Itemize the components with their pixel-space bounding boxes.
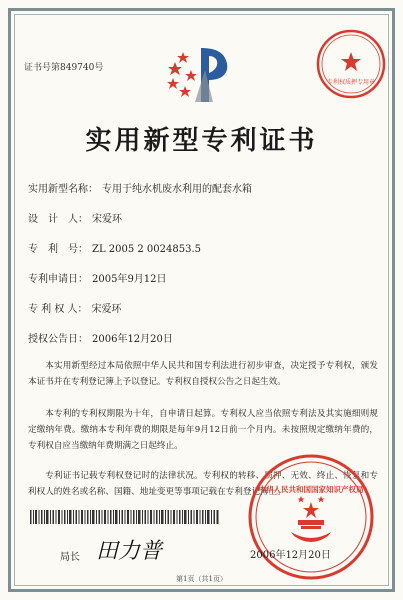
barcode-icon	[30, 510, 220, 524]
utility-name-label: 实用新型名称：	[28, 184, 98, 195]
body-paragraph-1: 本实用新型经过本局依照中华人民共和国专利法进行初步审查，决定授予专利权，颁发本证书并在专利登记簿上予以登记。专利权自授权公告之日起生效。	[28, 361, 378, 387]
grant-date-value: 2006年12月20日	[92, 334, 173, 345]
patent-number-row	[28, 240, 201, 255]
certificate-title: 实用新型专利证书	[85, 126, 318, 156]
page-footer: 第1页（共1页）	[176, 575, 227, 583]
patent-number-label: 专 利 号：	[28, 244, 88, 255]
patentee-row	[28, 300, 122, 315]
issue-date: 2006年12月20日	[250, 550, 331, 561]
patentee-label: 专 利 权 人：	[28, 304, 88, 315]
designer-value: 宋爱环	[92, 214, 122, 225]
patentee-value: 宋爱环	[91, 304, 122, 315]
filing-date-row	[28, 270, 167, 285]
designer-label: 设 计 人：	[28, 214, 88, 225]
patent-number-value: ZL 2005 2 0024853.5	[92, 244, 202, 255]
filing-date-label: 专利申请日：	[28, 274, 88, 285]
pledge-seal-icon	[315, 28, 387, 100]
grant-date-row	[28, 330, 173, 345]
grant-date-label: 授权公告日：	[28, 334, 88, 345]
svg-text:田力普: 田力普	[96, 539, 163, 564]
pledge-seal-text: 专利权质押专用章	[326, 79, 376, 86]
utility-name-value: 专用于纯水机废水利用的配套水箱	[102, 184, 252, 195]
utility-name-row	[28, 180, 252, 195]
body-paragraph-3: 专利证书记载专利权登记时的法律状况。专利权的转移、质押、无效、终止、恢复和专利权人的姓名或名称、国籍、地址变更等事项记载在专利登记簿上。	[28, 471, 378, 497]
filing-date-value: 2005年9月12日	[92, 274, 167, 285]
national-seal-text: 中华人民共和国国家知识产权局	[258, 485, 364, 494]
body-paragraph-2: 本专利的专利权期限为十年，自申请日起算。专利权人应当依照专利法及其实施细则规定缴纳年费。缴纳本专利年费的期限是每年9月12日前一个月内。未按照规定缴纳年费的，专利权自应当缴纳年费期满之日起终止。	[28, 409, 378, 451]
certificate-number: 证书号第849740号	[24, 63, 104, 73]
director-label: 局长	[60, 552, 80, 563]
sipo-logo-icon	[165, 40, 235, 110]
designer-row	[28, 210, 122, 225]
national-seal-icon	[246, 452, 376, 582]
director-signature	[92, 535, 182, 565]
